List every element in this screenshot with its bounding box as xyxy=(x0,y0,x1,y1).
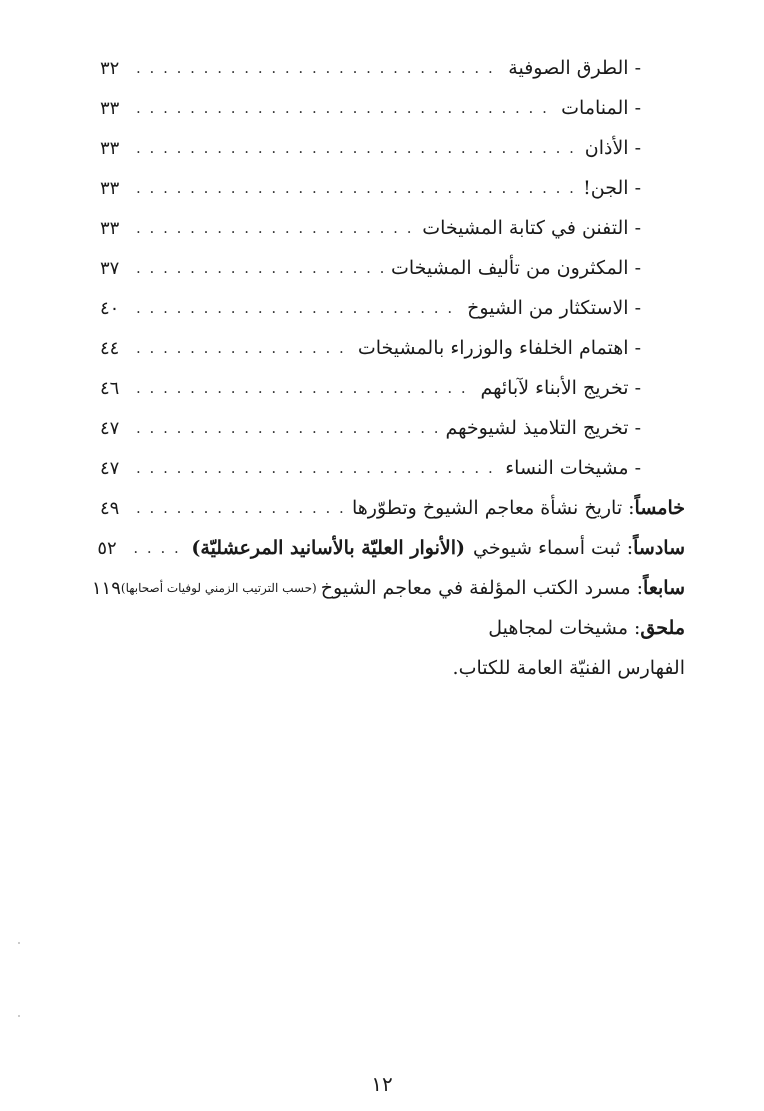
section-title: الفهارس الفنيّة العامة للكتاب. xyxy=(452,657,685,679)
toc-section-appendix xyxy=(100,608,685,648)
table-of-contents xyxy=(91,48,685,688)
entry-page-number: ٤٠ xyxy=(100,297,120,319)
entry-title: تخريج التلاميذ لشيوخهم xyxy=(445,417,629,439)
entry-title: الطرق الصوفية xyxy=(508,57,629,79)
dot-leader xyxy=(136,499,344,517)
section-note: (حسب الترتيب الزمني لوفيات أصحابها) xyxy=(120,581,317,595)
entry-page-number: ٤٧ xyxy=(100,457,120,479)
section-page-number: ٤٩ xyxy=(100,497,120,519)
entry-title: التفنن في كتابة المشيخات xyxy=(422,217,629,239)
entry-title: مشيخات النساء xyxy=(505,457,629,479)
toc-section-fifth xyxy=(100,488,685,528)
section-title: تاريخ نشأة معاجم الشيوخ وتطوّرها xyxy=(351,497,623,519)
section-title: مشيخات لمجاهيل xyxy=(488,617,629,639)
scan-speck xyxy=(18,942,20,944)
dot-leader xyxy=(136,219,414,237)
toc-entry xyxy=(100,208,685,248)
entry-bullet: - xyxy=(634,257,641,279)
toc-section-sixth xyxy=(97,528,685,568)
toc-section-seventh xyxy=(91,568,685,608)
entry-bullet: - xyxy=(634,217,641,239)
entry-page-number: ٣٧ xyxy=(100,257,120,279)
entry-title: الأذان xyxy=(584,137,629,159)
entry-bullet: - xyxy=(634,417,641,439)
section-prefix: سادساً xyxy=(633,537,685,559)
dot-leader xyxy=(136,379,472,397)
entry-title: المنامات xyxy=(561,97,629,119)
entry-page-number: ٤٦ xyxy=(100,377,120,399)
entry-title: المكثرون من تأليف المشيخات xyxy=(390,257,629,279)
entry-bullet: - xyxy=(634,137,641,159)
page-number: ١٢ xyxy=(371,1072,393,1096)
dot-leader xyxy=(133,539,183,557)
dot-leader xyxy=(136,99,553,117)
section-emphasized-title: (الأنوار العليّة بالأسانيد المرعشليّة) xyxy=(191,537,465,559)
toc-entry xyxy=(100,128,685,168)
entry-bullet: - xyxy=(634,57,641,79)
section-title: ثبت أسماء شيوخي xyxy=(472,537,621,559)
entry-page-number: ٤٤ xyxy=(100,337,120,359)
entry-bullet: - xyxy=(634,297,641,319)
entry-bullet: - xyxy=(634,177,641,199)
dot-leader xyxy=(136,179,575,197)
toc-entry xyxy=(100,408,685,448)
entry-bullet: - xyxy=(634,97,641,119)
toc-entry xyxy=(100,48,685,88)
section-prefix: سابعاً xyxy=(643,577,685,599)
entry-page-number: ٣٣ xyxy=(100,217,120,239)
entry-title: اهتمام الخلفاء والوزراء بالمشيخات xyxy=(357,337,629,359)
toc-entry xyxy=(100,288,685,328)
entry-page-number: ٤٧ xyxy=(100,417,120,439)
dot-leader xyxy=(136,299,459,317)
entry-title: الاستكثار من الشيوخ xyxy=(467,297,629,319)
dot-leader xyxy=(136,419,437,437)
section-prefix: ملحق xyxy=(640,617,685,639)
toc-entry xyxy=(100,448,685,488)
colon-separator: : xyxy=(626,537,634,559)
entry-page-number: ٣٣ xyxy=(100,137,120,159)
scan-speck xyxy=(18,1015,20,1017)
toc-entry xyxy=(100,88,685,128)
entry-bullet: - xyxy=(634,377,641,399)
toc-entry xyxy=(100,248,685,288)
toc-section-indexes xyxy=(100,648,685,688)
colon-separator: : xyxy=(636,577,644,599)
toc-entry xyxy=(100,168,685,208)
colon-separator: : xyxy=(628,497,635,519)
dot-leader xyxy=(136,459,497,477)
toc-entry xyxy=(100,368,685,408)
colon-separator: : xyxy=(634,617,641,639)
entry-page-number: ٣٣ xyxy=(100,97,120,119)
section-title: مسرد الكتب المؤلفة في معاجم الشيوخ xyxy=(320,577,631,599)
section-prefix: خامساً xyxy=(634,497,685,519)
entry-title: الجن! xyxy=(583,177,629,199)
entry-title: تخريج الأبناء لآبائهم xyxy=(480,377,629,399)
dot-leader xyxy=(136,59,500,77)
entry-page-number: ٣٢ xyxy=(100,57,120,79)
section-page-number: ١١٩ xyxy=(91,577,121,599)
entry-bullet: - xyxy=(634,337,641,359)
entry-page-number: ٣٣ xyxy=(100,177,120,199)
dot-leader xyxy=(136,259,383,277)
entry-bullet: - xyxy=(634,457,641,479)
dot-leader xyxy=(136,339,350,357)
dot-leader xyxy=(136,139,577,157)
toc-entry xyxy=(100,328,685,368)
section-page-number: ٥٢ xyxy=(97,537,117,559)
